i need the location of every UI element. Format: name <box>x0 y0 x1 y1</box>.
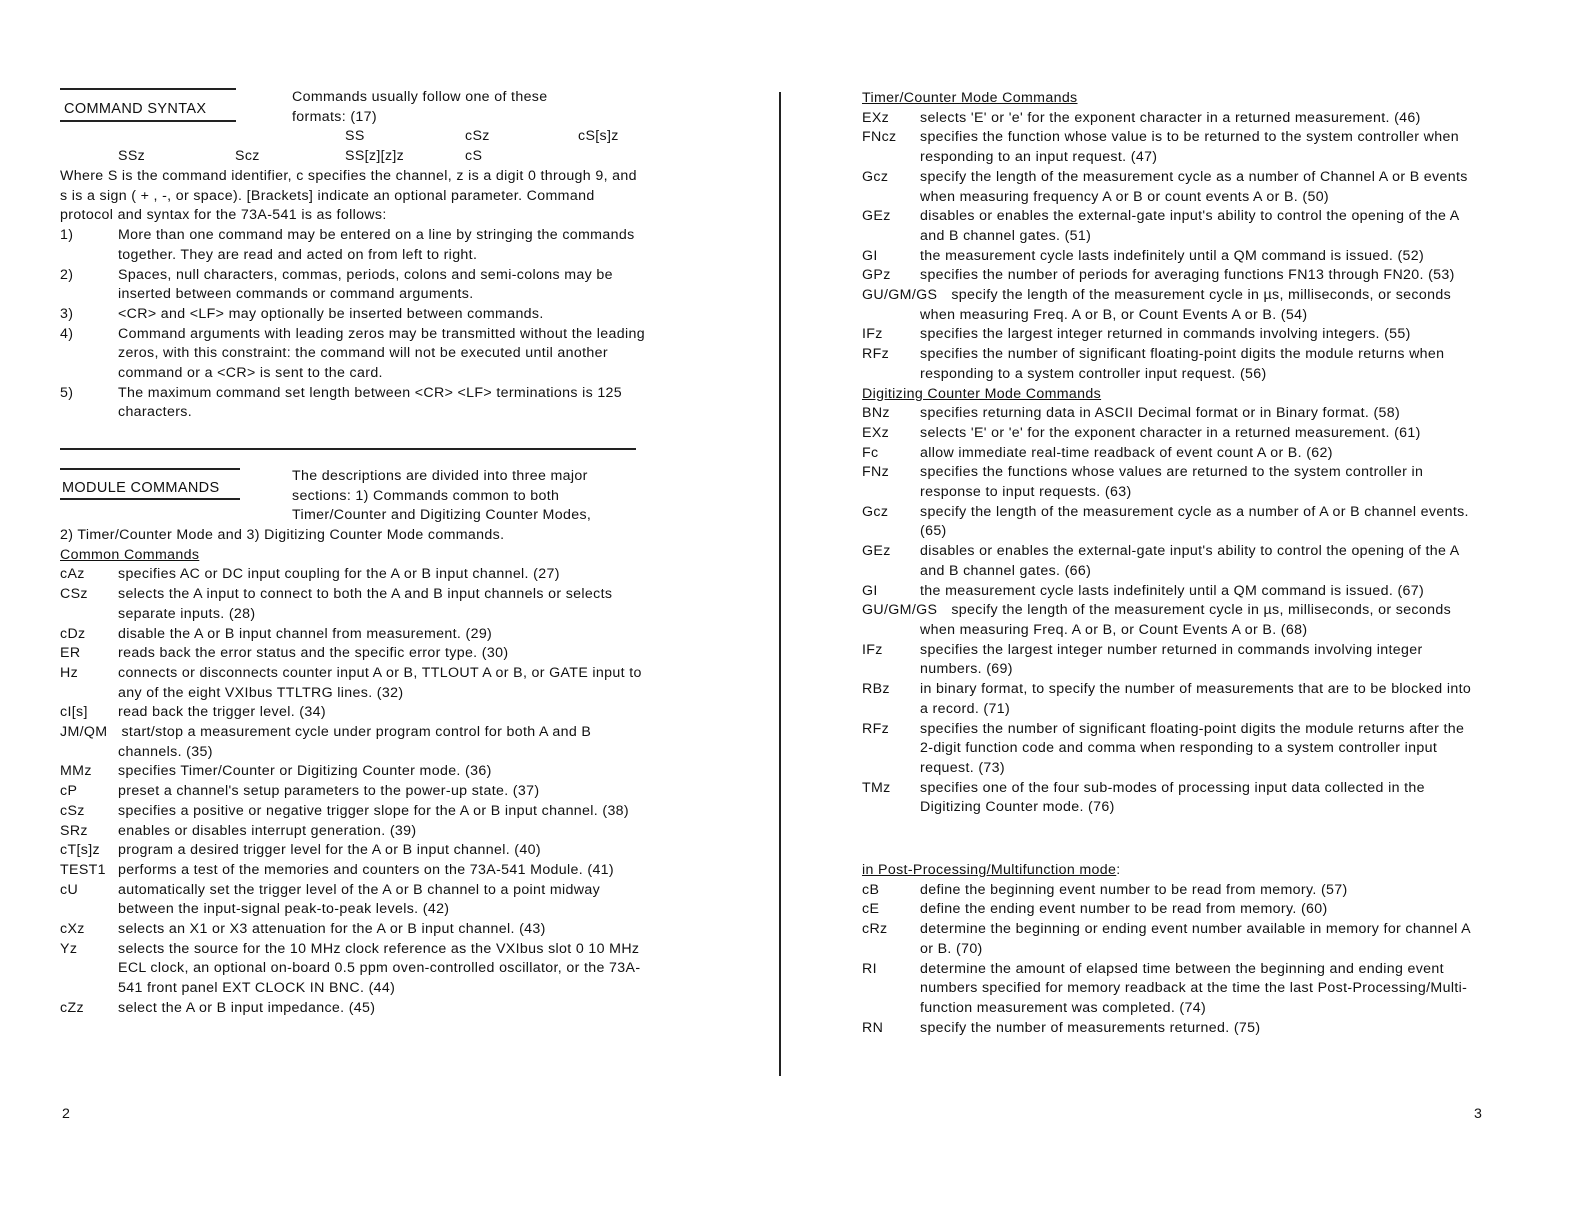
section-divider <box>60 448 636 450</box>
command-entry <box>862 266 1480 286</box>
command-entry <box>862 542 1480 581</box>
command-term: EXz <box>862 424 890 441</box>
command-description: automatically set the trigger level of the A or B channel to a point midway between the input-signal peak-to-peak levels. (42) <box>118 881 601 918</box>
format: cS[s]z <box>578 128 619 144</box>
command-entry <box>60 841 645 861</box>
command-description: select the A or B input impedance. (45) <box>118 999 376 1016</box>
command-entry <box>862 779 1480 818</box>
command-term: BNz <box>862 405 890 422</box>
command-description: specifies the functions whose values are returned to the system controller in response to input requests. (63) <box>920 464 1424 501</box>
command-entry <box>862 503 1480 542</box>
command-description: enables or disables interrupt generation. (39) <box>118 822 417 839</box>
command-entry <box>862 109 1480 129</box>
command-syntax-heading: COMMAND SYNTAX <box>64 101 207 117</box>
right-page-commands <box>862 89 1480 818</box>
command-term: GI <box>862 247 878 264</box>
command-description: specifies the number of periods for averaging functions FN13 through FN20. (53) <box>920 267 1455 284</box>
command-term: cI[s] <box>60 704 88 721</box>
command-description: start/stop a measurement cycle under program control for both A and B channels. (35) <box>118 724 592 760</box>
module-intro-cont: 2) Timer/Counter Mode and 3) Digitizing Counter Mode commands. <box>60 527 505 543</box>
syntax-intro: Commands usually follow one of these formats: (17) <box>292 89 548 125</box>
syntax-section <box>60 167 645 423</box>
command-term: RFz <box>862 720 890 737</box>
syntax-rule <box>60 384 645 423</box>
command-entry <box>862 1019 1480 1039</box>
format: SSz <box>118 148 146 164</box>
command-description: specifies the function whose value is to be returned to the system controller when responding to an input request. (47) <box>920 129 1459 166</box>
command-description: specifies Timer/Counter or Digitizing Counter mode. (36) <box>118 763 492 780</box>
command-description: disables or enables the external-gate input's ability to control the opening of the A and B channel gates. (66) <box>920 543 1459 579</box>
command-entry <box>862 881 1480 901</box>
command-term: CSz <box>60 586 88 603</box>
page-number: 2 <box>62 1106 71 1122</box>
command-entry <box>60 999 645 1019</box>
command-entry <box>862 720 1480 779</box>
common-commands-heading: Common Commands <box>60 546 200 563</box>
timer-counter-heading: Timer/Counter Mode Commands <box>862 90 1078 106</box>
common-commands-section <box>60 526 645 1019</box>
command-description: selects the source for the 10 MHz clock reference as the VXIbus slot 0 10 MHz ECL clock, an optional on-board 0.5 ppm oven-controlled oscillator, or the 73A-541 front panel EXT CLOCK IN BNC. (44) <box>118 940 641 997</box>
format: Scz <box>235 148 260 164</box>
command-entry <box>60 881 645 920</box>
command-term: JM/QM <box>60 724 108 741</box>
command-description: specifies AC or DC input coupling for the A or B input channel. (27) <box>118 566 560 583</box>
command-term: cE <box>862 901 880 918</box>
command-description: determine the amount of elapsed time between the beginning and ending event numbers specified for memory readback at the time the last Post-Processing/Multi-function measurement was completed. (74) <box>920 960 1468 1016</box>
command-term: cU <box>60 881 79 898</box>
command-entry <box>60 822 645 842</box>
command-entry <box>862 286 1480 325</box>
command-entry <box>60 802 645 822</box>
module-commands-heading: MODULE COMMANDS <box>62 480 220 496</box>
command-description: disables or enables the external-gate input's ability to control the opening of the A and B channel gates. (51) <box>920 208 1459 244</box>
format: cS <box>465 148 483 164</box>
format: SS[z][z]z <box>345 148 405 164</box>
command-entry <box>60 664 645 703</box>
command-term: GU/GM/GS <box>862 287 938 304</box>
command-term: RFz <box>862 346 890 363</box>
command-description: program a desired trigger level for the A or B input channel. (40) <box>118 842 541 859</box>
command-term: FNcz <box>862 129 897 146</box>
command-description: specifies the number of significant floating-point digits the module returns when responding to a system controller input request. (56) <box>920 346 1445 382</box>
command-entry <box>862 404 1480 424</box>
command-description: specifies the number of significant floating-point digits the module returns after the 2-digit function code and comma when responding to a system controller input request. (73) <box>920 720 1465 776</box>
rule-number: 1) <box>60 227 74 244</box>
command-description: disable the A or B input channel from measurement. (29) <box>118 625 493 642</box>
command-entry <box>862 920 1480 959</box>
page-divider <box>779 92 781 1076</box>
command-entry <box>60 762 645 782</box>
command-entry <box>862 641 1480 680</box>
rule-text: Command arguments with leading zeros may be transmitted without the leading zeros, with this constraint: the command will not be executed until another command or a <CR> is sent to the card. <box>118 325 646 382</box>
post-processing-colon: : <box>1116 862 1121 878</box>
command-entry <box>60 940 645 999</box>
syntax-rule <box>60 325 645 384</box>
command-description: specifies a positive or negative trigger slope for the A or B input channel. (38) <box>118 802 629 819</box>
command-term: cZz <box>60 999 84 1016</box>
syntax-rule <box>60 226 645 265</box>
command-entry <box>60 585 645 624</box>
command-term: GEz <box>862 208 891 225</box>
command-description: define the ending event number to be read from memory. (60) <box>920 901 1328 918</box>
command-description: in binary format, to specify the number of measurements that are to be blocked into a record. (71) <box>920 681 1472 717</box>
command-description: specify the length of the measurement cycle in µs, milliseconds, or seconds when measuring Freq. A or B, or Count Events A or B. (68) <box>920 602 1452 638</box>
command-description: the measurement cycle lasts indefinitely until a QM command is issued. (67) <box>920 582 1425 599</box>
command-description: reads back the error status and the specific error type. (30) <box>118 645 509 662</box>
rule-text: Spaces, null characters, commas, periods, colons and semi-colons may be inserted between commands or command arguments. <box>118 266 613 303</box>
post-processing-heading: in Post-Processing/Multifunction mode <box>862 862 1117 878</box>
digitizing-commands-list <box>862 404 1480 818</box>
command-description: specifies one of the four sub-modes of processing input data collected in the Digitizing Counter mode. (76) <box>920 779 1425 816</box>
post-processing-section <box>862 861 1480 1038</box>
command-term: GEz <box>862 543 891 560</box>
command-term: cT[s]z <box>60 842 100 859</box>
command-entry <box>862 582 1480 602</box>
command-description: specify the length of the measurement cycle as a number of Channel A or B events when measuring frequency A or B or count events A or B. (50) <box>920 168 1468 205</box>
timer-counter-commands-list <box>862 109 1480 385</box>
command-entry <box>60 920 645 940</box>
command-term: ER <box>60 645 81 662</box>
command-description: read back the trigger level. (34) <box>118 704 326 721</box>
command-term: Gcz <box>862 503 889 520</box>
rule-text: The maximum command set length between <CR> <LF> terminations is 125 characters. <box>118 384 623 421</box>
command-term: GI <box>862 582 878 599</box>
rule-number: 3) <box>60 305 74 322</box>
command-description: specify the number of measurements returned. (75) <box>920 1019 1261 1036</box>
syntax-paragraph: Where S is the command identifier, c specifies the channel, z is a digit 0 through 9, and s is a sign ( + , -, or space). [Brackets] indicate an optional parameter. Command protocol and syntax for the 73A-541 is as follows: <box>60 168 637 224</box>
command-entry <box>862 168 1480 207</box>
command-term: cXz <box>60 921 85 938</box>
command-term: RI <box>862 960 877 977</box>
command-entry <box>862 601 1480 640</box>
command-entry <box>60 644 645 664</box>
post-processing-commands-list <box>862 881 1480 1039</box>
command-term: cRz <box>862 921 888 938</box>
rule-number: 2) <box>60 266 74 283</box>
heading-rule-top <box>60 468 240 470</box>
syntax-rules <box>60 226 645 423</box>
module-intro: The descriptions are divided into three major sections: 1) Commands common to both Timer/Counter and Digitizing Counter Modes, <box>292 468 592 524</box>
command-entry <box>862 128 1480 167</box>
heading-rule-top <box>60 88 236 90</box>
command-term: Gcz <box>862 168 889 185</box>
command-description: selects an X1 or X3 attenuation for the A or B input channel. (43) <box>118 921 546 938</box>
command-description: allow immediate real-time readback of event count A or B. (62) <box>920 444 1333 461</box>
command-entry <box>60 723 645 762</box>
command-term: MMz <box>60 763 92 780</box>
command-entry <box>60 703 645 723</box>
rule-number: 4) <box>60 325 74 342</box>
command-description: determine the beginning or ending event number available in memory for channel A or B. (70) <box>920 921 1471 957</box>
command-description: specifies the largest integer returned in commands involving integers. (55) <box>920 326 1411 343</box>
command-entry <box>862 444 1480 464</box>
digitizing-heading: Digitizing Counter Mode Commands <box>862 385 1102 402</box>
rule-number: 5) <box>60 384 74 401</box>
command-description: selects 'E' or 'e' for the exponent character in a returned measurement. (46) <box>920 109 1421 126</box>
syntax-rule <box>60 305 645 325</box>
common-commands-list <box>60 565 645 1018</box>
syntax-rule <box>60 266 645 305</box>
format: cSz <box>465 128 490 144</box>
command-description: specifies returning data in ASCII Decimal format or in Binary format. (58) <box>920 405 1401 422</box>
command-term: cP <box>60 783 78 800</box>
command-description: specifies the largest integer number returned in commands involving integer numbers. (69) <box>920 641 1423 678</box>
command-term: cB <box>862 881 880 898</box>
command-description: define the beginning event number to be read from memory. (57) <box>920 881 1348 898</box>
command-term: IFz <box>862 326 883 343</box>
command-term: Fc <box>862 444 879 461</box>
command-entry <box>60 861 645 881</box>
command-description: selects the A input to connect to both the A and B input channels or selects separate inputs. (28) <box>118 586 613 622</box>
command-description: selects 'E' or 'e' for the exponent character in a returned measurement. (61) <box>920 424 1421 441</box>
command-term: cDz <box>60 625 86 642</box>
command-term: RBz <box>862 681 890 698</box>
heading-rule-bottom <box>60 498 240 500</box>
command-description: connects or disconnects counter input A or B, TTLOUT A or B, or GATE input to any of the eight VXIbus TTLTRG lines. (32) <box>118 664 642 701</box>
page-number: 3 <box>1474 1106 1483 1122</box>
command-term: TMz <box>862 779 891 796</box>
command-term: GU/GM/GS <box>862 602 938 619</box>
command-description: specify the length of the measurement cycle in µs, milliseconds, or seconds when measuring Freq. A or B, or Count Events A or B. (54) <box>920 287 1452 323</box>
command-description: performs a test of the memories and counters on the 73A-541 Module. (41) <box>118 861 614 878</box>
command-term: cSz <box>60 802 85 819</box>
command-entry <box>862 680 1480 719</box>
command-term: FNz <box>862 464 890 481</box>
command-term: Yz <box>60 940 78 957</box>
command-term: EXz <box>862 109 890 126</box>
command-term: IFz <box>862 641 883 658</box>
command-entry <box>862 247 1480 267</box>
command-entry <box>60 782 645 802</box>
command-description: specify the length of the measurement cycle as a number of A or B channel events. (65) <box>920 503 1469 540</box>
command-entry <box>862 463 1480 502</box>
rule-text: More than one command may be entered on a line by stringing the commands together. They are read and acted on from left to right. <box>118 227 635 263</box>
command-entry <box>60 625 645 645</box>
rule-text: <CR> and <LF> may optionally be inserted between commands. <box>118 305 544 322</box>
command-entry <box>862 960 1480 1019</box>
command-term: cAz <box>60 566 85 583</box>
command-entry <box>862 325 1480 345</box>
command-entry <box>60 565 645 585</box>
command-term: Hz <box>60 664 79 681</box>
command-term: TEST1 <box>60 861 106 878</box>
command-term: SRz <box>60 822 88 839</box>
command-entry <box>862 424 1480 444</box>
heading-rule-bottom <box>60 120 236 122</box>
command-description: the measurement cycle lasts indefinitely until a QM command is issued. (52) <box>920 247 1425 264</box>
command-entry <box>862 900 1480 920</box>
command-term: GPz <box>862 267 891 284</box>
format: SS <box>345 128 365 144</box>
command-entry <box>862 345 1480 384</box>
command-description: preset a channel's setup parameters to the power-up state. (37) <box>118 783 540 800</box>
command-term: RN <box>862 1019 884 1036</box>
command-entry <box>862 207 1480 246</box>
